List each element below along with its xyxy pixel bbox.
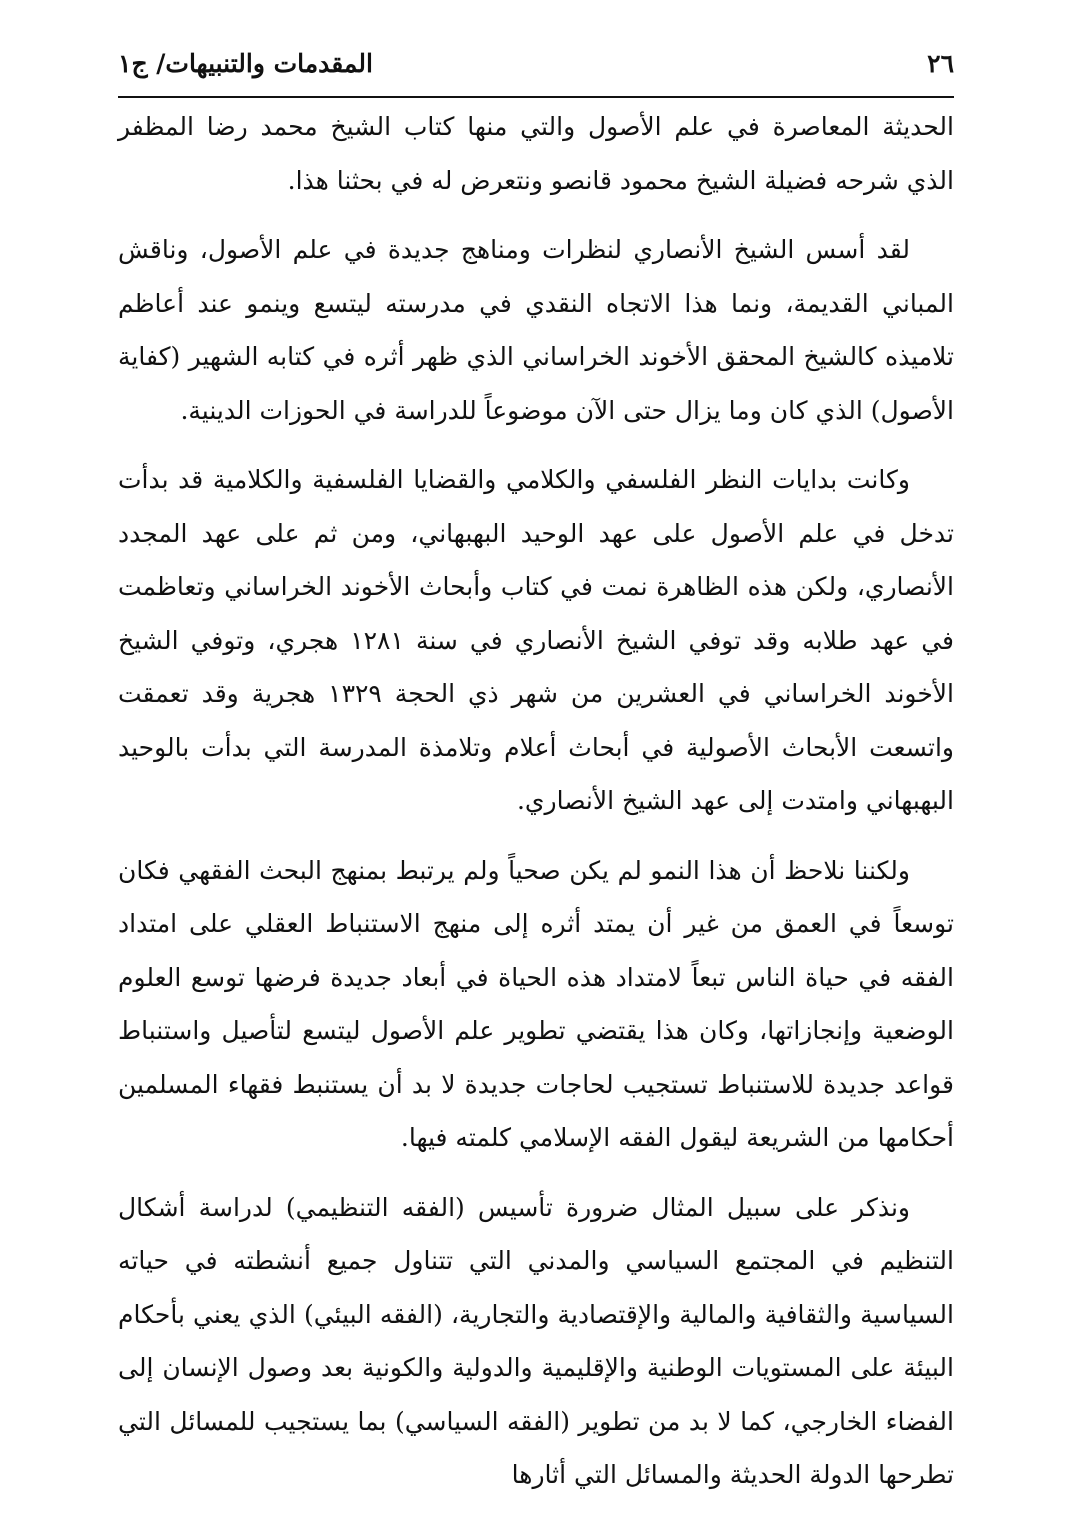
paragraph-continued: الحديثة المعاصرة في علم الأصول والتي منها كتاب الشيخ محمد رضا المظفر الذي شرحه فضيلة الشيخ محمود قانصو ونتعرض له في بحثنا هذا. (118, 112, 954, 195)
running-title: المقدمات والتنبيهات/ ج١ (118, 48, 373, 78)
paragraph: ونذكر على سبيل المثال ضرورة تأسيس (الفقه التنظيمي) لدراسة أشكال التنظيم في المجتمع السياسي والمدني التي تتناول جميع أنشطته في حياته السياسية والثقافية والمالية والإقتصادية والتجارية، (الفقه البيئي) الذي يعني بأحكام البيئة على المستويات الوطنية والإقليمية والدولية والكونية بعد وصول الإنسان إلى الفضاء الخارجي، كما لا بد من تطوير (الفقه السياسي) بما يستجيب للمسائل التي تطرحها الدولة الحديثة والمسائل التي أثارها (118, 1192, 954, 1489)
paragraph: ولكننا نلاحظ أن هذا النمو لم يكن صحياً ولم يرتبط بمنهج البحث الفقهي فكان توسعاً في العمق من غير أن يمتد أثره إلى منهج الاستنباط العقلي على امتداد الفقه في حياة الناس تبعاً لامتداد هذه الحياة في أبعاد جديدة فرضها توسع العلوم الوضعية وإنجازاتها، وكان هذا يقتضي تطوير علم الأصول ليتسع لتأصيل واستنباط قواعد جديدة للاستنباط تستجيب لحاجات جديدة لا بد أن يستنبط فقهاء المسلمين أحكامها من الشريعة ليقول الفقه الإسلامي كلمته فيها. (118, 855, 954, 1152)
running-header (118, 38, 954, 88)
paragraph: وكانت بدايات النظر الفلسفي والكلامي والقضايا الفلسفية والكلامية قد بدأت تدخل في علم الأصول على عهد الوحيد البهبهاني، ومن ثم على عهد المجدد الأنصاري، ولكن هذه الظاهرة نمت في كتاب وأبحاث الأخوند الخراساني وتعاظمت في عهد طلابه وقد توفي الشيخ الأنصاري في سنة ١٢٨١ هجري، وتوفي الشيخ الأخوند الخراساني في العشرين من شهر ذي الحجة ١٣٢٩ هجرية وقد تعمقت واتسعت الأبحاث الأصولية في أبحاث أعلام وتلامذة المدرسة التي بدأت بالوحيد البهبهاني وامتدت إلى عهد الشيخ الأنصاري. (118, 465, 955, 815)
paragraph: لقد أسس الشيخ الأنصاري لنظرات ومناهج جديدة في علم الأصول، وناقش المباني القديمة، ونما هذا الاتجاه النقدي في مدرسته ليتسع وينمو عند أعاظم تلاميذه كالشيخ المحقق الأخوند الخراساني الذي ظهر أثره في كتابه الشهير (كفاية الأصول) الذي كان وما يزال حتى الآن موضوعاً للدراسة في الحوزات الدينية. (118, 235, 954, 425)
header-divider (118, 96, 954, 98)
body-text (118, 100, 954, 1518)
page-number: ٢٦ (927, 48, 954, 78)
